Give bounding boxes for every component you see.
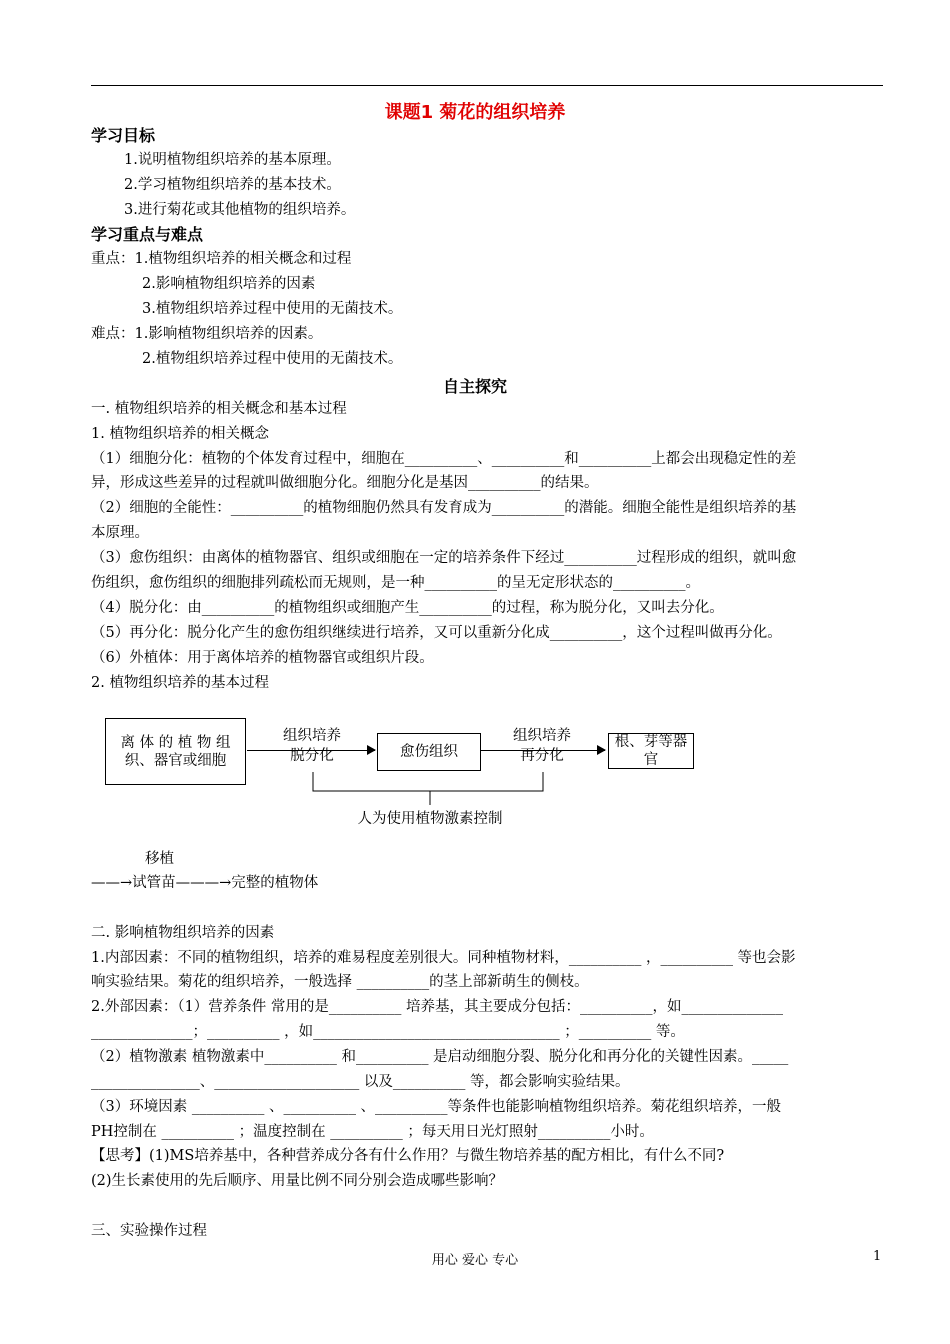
flow-arrow-label-bottom: 脱分化 [290, 748, 334, 764]
goal-item: 2.学习植物组织培养的基本技术。 [124, 177, 341, 193]
factors-line: （3）环境因素 __________ 、__________ 、__________等条件也能影响植物组织培养。菊花组织培养，一般 [91, 1099, 782, 1115]
goal-item: 3.进行菊花或其他植物的组织培养。 [124, 202, 356, 218]
flow-box-callus-label: 愈伤组织 [400, 744, 458, 760]
factors-line: 1.内部因素：不同的植物组织，培养的难易程度差别很大。同种植物材料，__________ ，__________ 等也会影 [91, 950, 796, 966]
explore-line: 异，形成这些差异的过程就叫做细胞分化。细胞分化是基因__________的结果。 [91, 475, 599, 491]
flow-box-organ-label: 根、芽等器官 [614, 734, 688, 768]
explore-line: （3）愈伤组织：由离体的植物器官、组织或细胞在一定的培养条件下经过__________过程形成的组织，就叫愈 [91, 550, 797, 566]
flow-arrow-label-top: 组织培养 [283, 728, 341, 744]
factors-line: ______________；__________ ，如__________________________________ ；__________ 等。 [91, 1024, 685, 1040]
factors-line: 二. 影响植物组织培养的因素 [91, 925, 275, 941]
flow-arrow-label-bottom: 再分化 [520, 748, 564, 764]
flow-box-explant-label: 离 体 的 植 物 组织、器官或细胞 [120, 734, 231, 769]
factors-line: (2)生长素使用的先后顺序、用量比例不同分别会造成哪些影响？ [91, 1173, 504, 1189]
flow-transplant-label: 移植 [145, 851, 174, 867]
factors-line: _______________、____________________ 以及__________ 等，都会影响实验结果。 [91, 1074, 630, 1090]
goal-item: 1.说明植物组织培养的基本原理。 [124, 152, 341, 168]
flow-box-callus [377, 733, 481, 771]
factors-line: （2）植物激素 植物激素中__________ 和__________ 是启动细胞分裂、脱分化和再分化的关键性因素。_____ [91, 1049, 789, 1065]
factors-line: 2.外部因素：（1）营养条件 常用的是__________ 培养基，其主要成分包括：__________，如______________ [91, 999, 784, 1015]
top-rule [91, 85, 883, 86]
focus-heading: 学习重点与难点 [91, 225, 204, 244]
explore-line: （2）细胞的全能性：__________的植物细胞仍然具有发育成为__________的潜能。细胞全能性是组织培养的基 [91, 500, 797, 516]
focus-line: 重点：1.植物组织培养的相关概念和过程 [91, 251, 352, 267]
flow-box-explant [105, 718, 246, 785]
flow-continuation: ——→试管苗———→完整的植物体 [91, 875, 319, 891]
flow-bracket-label: 人为使用植物激素控制 [357, 811, 503, 827]
flow-bracket [300, 772, 560, 812]
flow-box-organ [608, 733, 694, 769]
explore-heading: 自主探究 [442, 377, 507, 396]
focus-line: 3.植物组织培养过程中使用的无菌技术。 [142, 301, 403, 317]
goals-heading: 学习目标 [91, 126, 156, 145]
explore-line: （1）细胞分化：植物的个体发育过程中，细胞在__________、__________和__________上都会出现稳定性的差 [91, 451, 797, 467]
explore-line: （6）外植体：用于离体培养的植物器官或组织片段。 [91, 650, 434, 666]
focus-line: 2.影响植物组织培养的因素 [142, 276, 316, 292]
procedure-heading: 三、实验操作过程 [91, 1223, 207, 1239]
factors-line: PH控制在 __________ ；温度控制在 __________ ；每天用日光灯照射__________小时。 [91, 1124, 654, 1140]
factors-line: 响实验结果。菊花的组织培养，一般选择 __________的茎上部新萌生的侧枝。 [91, 974, 589, 990]
footer-motto: 用心 爱心 专心 [431, 1253, 519, 1268]
explore-line: 2. 植物组织培养的基本过程 [91, 675, 269, 691]
factors-line: 【思考】(1)MS培养基中，各种营养成分各有什么作用？与微生物培养基的配方相比，有什么不同? [91, 1148, 725, 1164]
explore-line: 一. 植物组织培养的相关概念和基本过程 [91, 401, 347, 417]
focus-line: 难点：1.影响植物组织培养的因素。 [91, 326, 323, 342]
explore-line: 1. 植物组织培养的相关概念 [91, 426, 269, 442]
focus-line: 2.植物组织培养过程中使用的无菌技术。 [142, 351, 403, 367]
flow-arrow-label-top: 组织培养 [513, 728, 571, 744]
explore-line: （4）脱分化：由__________的植物组织或细胞产生__________的过程，称为脱分化，又叫去分化。 [91, 600, 724, 616]
page-title: 课题1 菊花的组织培养 [384, 102, 566, 123]
explore-line: 本原理。 [91, 525, 149, 541]
page-number: 1 [873, 1249, 882, 1264]
explore-line: 伤组织，愈伤组织的细胞排列疏松而无规则，是一种__________的呈无定形状态的__________。 [91, 575, 700, 591]
explore-line: （5）再分化：脱分化产生的愈伤组织继续进行培养，又可以重新分化成__________，这个过程叫做再分化。 [91, 625, 782, 641]
